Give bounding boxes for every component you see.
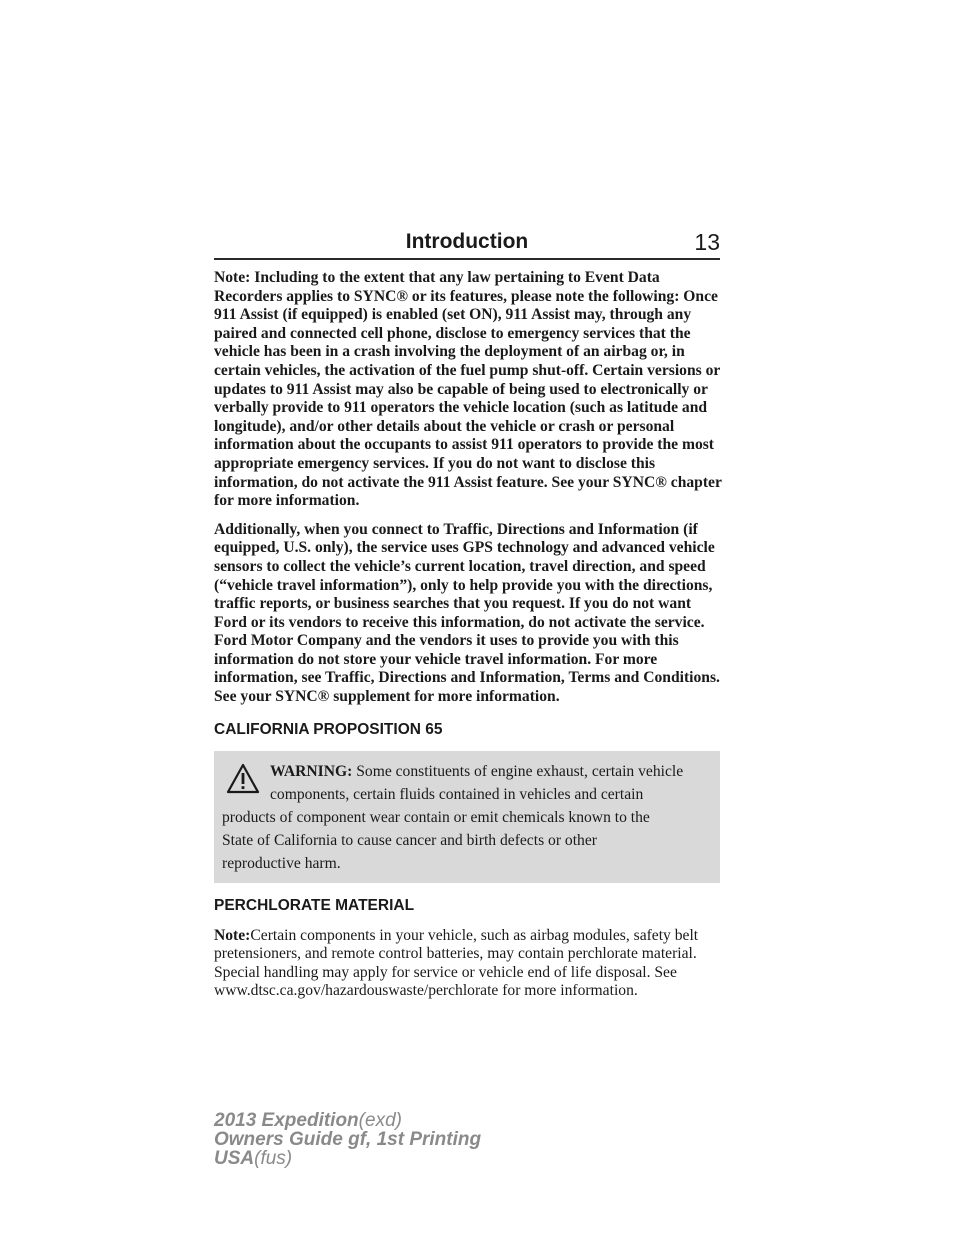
warning-box [214, 751, 720, 883]
perchlorate-note-text: Certain components in your vehicle, such as airbag modules, safety belt pretensioners, and remote control batteries, may contain perchlorate material. Special handling may apply for service or vehicle end of life disposal. See www.dtsc.ca.gov/hazardouswaste/perchlorate for more information. [214, 926, 699, 1000]
warning-triangle-icon [226, 763, 260, 795]
page-content [214, 269, 724, 1001]
warning-line-3: products of component wear contain or emit chemicals known to the [222, 808, 650, 826]
note-label: Note: [214, 926, 251, 944]
page-footer [214, 1111, 481, 1168]
footer-market-code: (fus) [254, 1148, 293, 1169]
footer-line-3 [214, 1149, 481, 1168]
footer-line-2: Owners Guide gf, 1st Printing [214, 1129, 482, 1150]
footer-market: USA [214, 1148, 255, 1169]
header-divider [214, 258, 720, 260]
warning-line-2: components, certain fluids contained in vehicles and certain [270, 785, 644, 803]
page-header [214, 228, 720, 260]
warning-line-1 [222, 760, 712, 783]
traffic-directions-paragraph: Additionally, when you connect to Traffic, Directions and Information (if equipped, U.S. only), the service uses GPS technology and advanced vehicle sensors to collect the vehicle’s current location, travel direction, and speed (“vehicle travel information”), only to help provide you with the directions, traffic reports, or business searches that you request. If you do not want Ford or its vendors to receive this information, do not activate the service. Ford Motor Company and the vendors it uses to provide you with this information do not store your vehicle travel information. For more information, see Traffic, Directions and Information, Terms and Conditions. See your SYNC® supplement for more information. [214, 520, 720, 706]
perchlorate-note-paragraph [214, 927, 724, 1001]
section-title: Introduction [405, 230, 529, 253]
perchlorate-heading: PERCHLORATE MATERIAL [214, 896, 415, 914]
event-data-note-paragraph: Note: Including to the extent that any law pertaining to Event Data Recorders applies to SYNC® or its features, please note the following: Once 911 Assist (if equipped) is enabled (set ON), 911 Assist may, through any paired and connected cell phone, disclose to emergency services that the vehicle has been in a crash involving the deployment of an airbag or, in certain vehicles, the activation of the fuel pump shut-off. Certain versions or updates to 911 Assist may also be capable of being used to electronically or verbally provide to 911 operators the vehicle location (such as latitude and longitude), and/or other details about the vehicle or crash or personal information about the occupants to assist 911 operators to provide the most appropriate emergency services. If you do not want to disclose this information, do not activate the 911 Assist feature. See your SYNC® chapter for more information. [214, 269, 722, 510]
page-number: 13 [694, 229, 720, 255]
warning-line-5: reproductive harm. [222, 854, 341, 872]
warning-text-1: Some constituents of engine exhaust, certain vehicle [356, 762, 684, 780]
footer-model-code: (exd) [358, 1110, 402, 1131]
warning-line-4: State of California to cause cancer and birth defects or other [222, 831, 597, 849]
footer-line-1 [214, 1111, 481, 1130]
california-heading: CALIFORNIA PROPOSITION 65 [214, 720, 443, 738]
warning-label: WARNING: [270, 762, 353, 780]
footer-model: 2013 Expedition [214, 1110, 359, 1131]
